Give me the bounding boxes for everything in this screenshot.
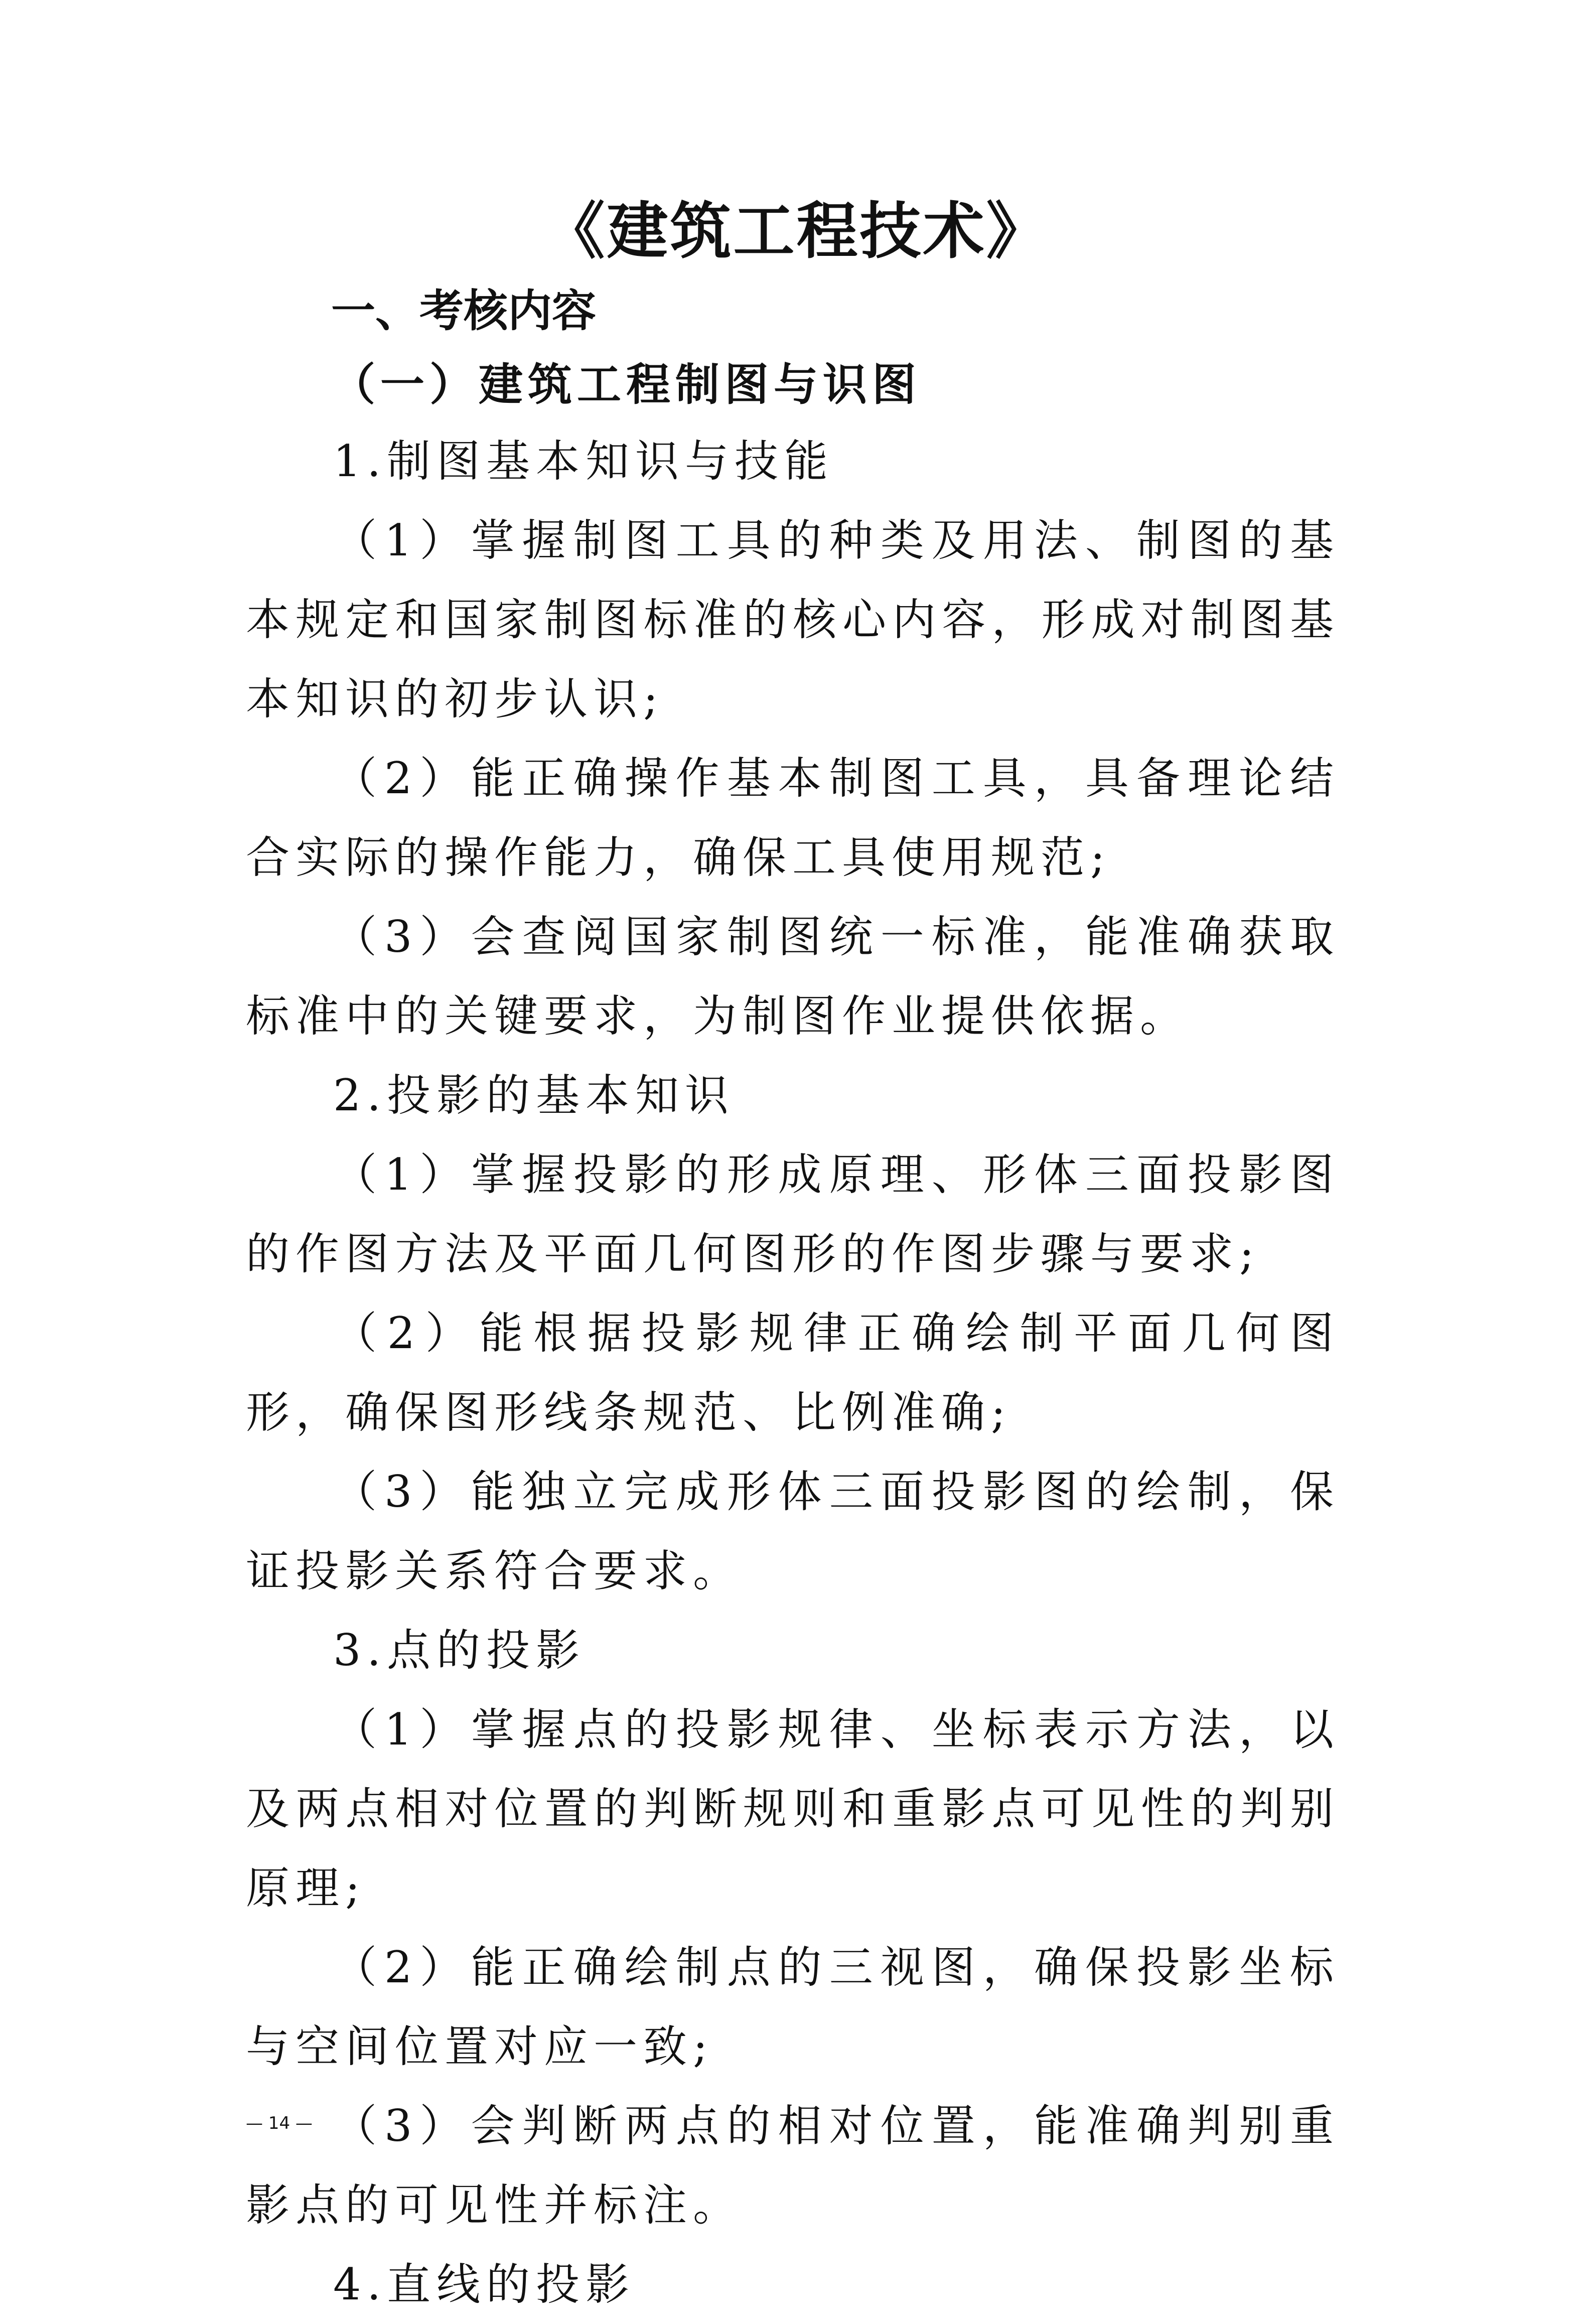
subsection-heading: （一）建筑工程制图与识图 — [331, 358, 922, 410]
requirement-item: （1）掌握投影的形成原理、形体三面投影图的作图方法及平面几何图形的作图步骤与要求; — [246, 1149, 1340, 1279]
requirement-item: （2）能根据投影规律正确绘制平面几何图形，确保图形线条规范、比例准确; — [246, 1308, 1340, 1438]
requirement-item: （3）会查阅国家制图统一标准，能准确获取标准中的关键要求，为制图作业提供依据。 — [246, 911, 1340, 1042]
requirement-item: （1）掌握点的投影规律、坐标表示方法，以及两点相对位置的判断规则和重影点可见性的判别原理; — [246, 1704, 1340, 1914]
topic-heading-projection-basics: 2.投影的基本知识 — [333, 1070, 735, 1121]
document-body — [246, 421, 1340, 2324]
topic-heading-line-projection: 4.直线的投影 — [333, 2259, 636, 2310]
topic-heading-point-projection: 3.点的投影 — [333, 1625, 586, 1676]
section-heading: 一、考核内容 — [331, 285, 597, 337]
requirement-item: （3）会判断两点的相对位置，能准确判别重影点的可见性并标注。 — [246, 2100, 1340, 2231]
page-number: — 14 — — [246, 2113, 313, 2133]
requirement-item: （2）能正确绘制点的三视图，确保投影坐标与空间位置对应一致; — [246, 1942, 1340, 2072]
page-title: 《建筑工程技术》 — [543, 195, 1050, 267]
requirement-item: （3）能独立完成形体三面投影图的绘制，保证投影关系符合要求。 — [246, 1466, 1340, 1596]
topic-heading-drawing-basics: 1.制图基本知识与技能 — [333, 435, 834, 487]
requirement-item: （2）能正确操作基本制图工具，具备理论结合实际的操作能力，确保工具使用规范; — [246, 753, 1340, 883]
requirement-item: （1）掌握制图工具的种类及用法、制图的基本规定和国家制图标准的核心内容，形成对制图基本知识的初步认识; — [246, 515, 1340, 724]
